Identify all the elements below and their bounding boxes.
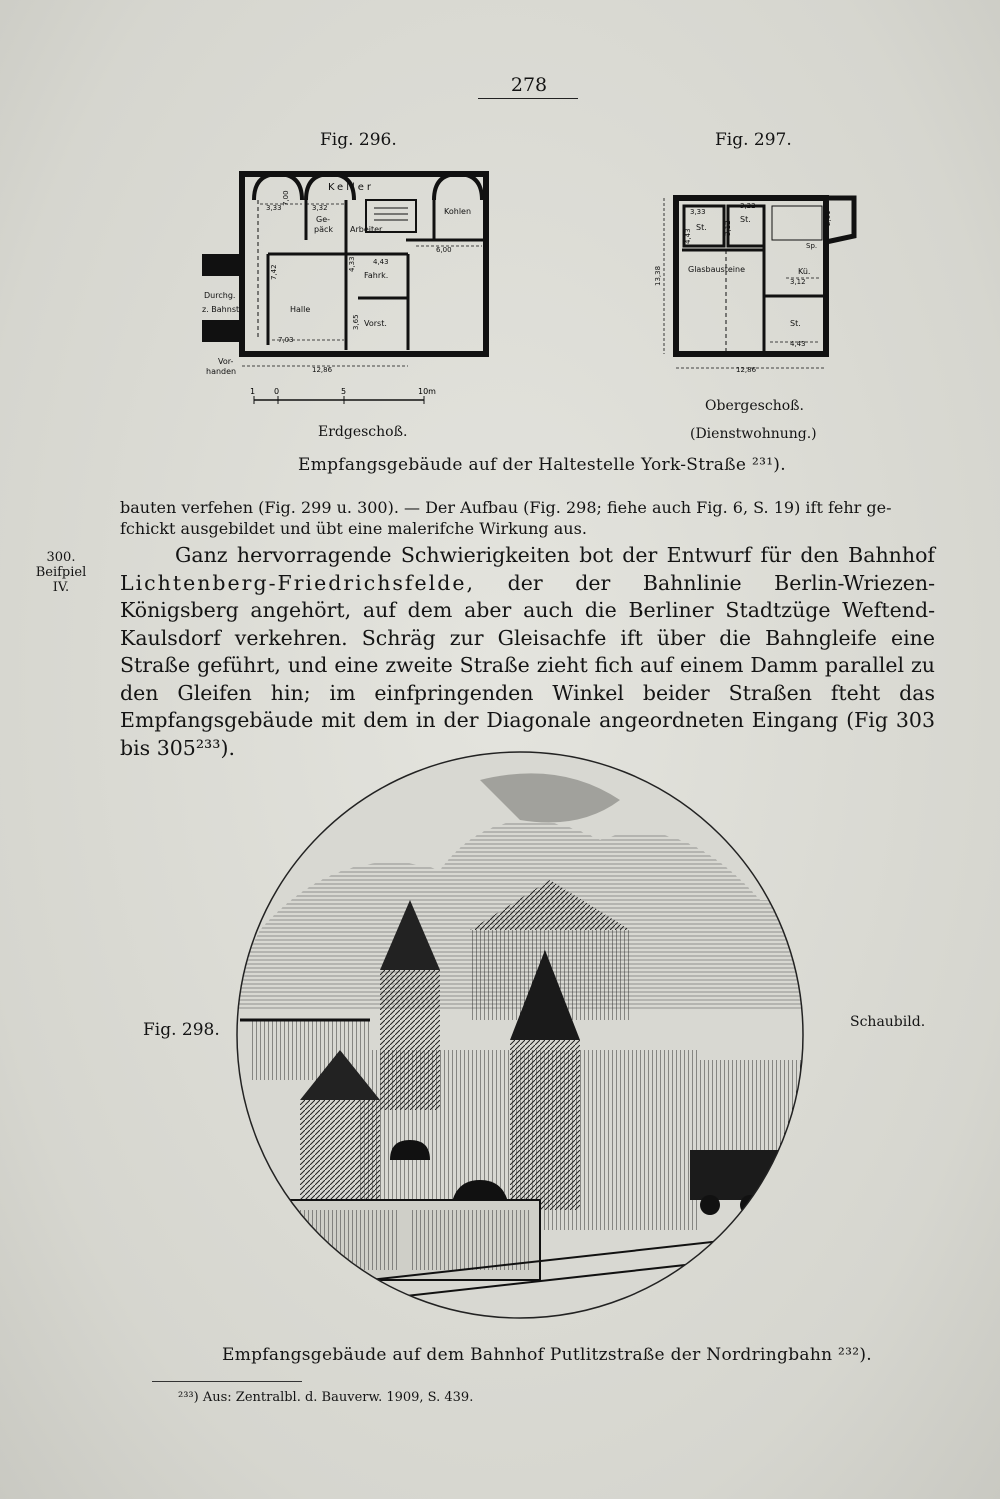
- svg-text:13,38: 13,38: [654, 265, 662, 286]
- svg-text:päck: päck: [314, 225, 334, 234]
- svg-text:10m: 10m: [418, 387, 436, 396]
- svg-text:12,86: 12,86: [312, 366, 333, 374]
- fig296-caption: Erdgeschoß.: [318, 424, 408, 440]
- svg-text:1: 1: [250, 387, 256, 396]
- svg-text:3,65: 3,65: [352, 314, 360, 330]
- paragraph-1: [120, 497, 935, 539]
- margin-note: [22, 550, 100, 595]
- svg-text:3,12: 3,12: [724, 220, 732, 236]
- svg-text:z. Bahnst.: z. Bahnst.: [202, 305, 242, 314]
- svg-text:Fahrk.: Fahrk.: [364, 271, 389, 280]
- svg-text:St.: St.: [790, 319, 801, 328]
- paragraph-1-line-1: bauten verfehen (Fig. 299 u. 300). — Der Aufbau (Fig. 298; fiehe auch Fig. 6, S. 19) ift fehr ge-: [120, 498, 892, 517]
- fig298-side-label: Schaubild.: [850, 1014, 926, 1030]
- fig297-floor-plan: [640, 186, 860, 386]
- svg-text:Ge-: Ge-: [316, 215, 331, 224]
- fig297-caption-line1: Obergeschoß.: [705, 398, 804, 414]
- svg-text:4,43: 4,43: [373, 258, 389, 266]
- svg-text:Halle: Halle: [290, 305, 311, 314]
- svg-text:Kohlen: Kohlen: [444, 207, 472, 216]
- svg-text:Vor-: Vor-: [218, 357, 234, 366]
- svg-text:4,43: 4,43: [790, 340, 806, 348]
- svg-text:Kü.: Kü.: [798, 267, 811, 276]
- page-number: 278: [510, 74, 548, 96]
- svg-text:Glasbausteine: Glasbausteine: [688, 265, 745, 274]
- svg-text:St.: St.: [740, 215, 751, 224]
- svg-text:Arbeiter: Arbeiter: [350, 225, 383, 234]
- svg-text:3,22: 3,22: [740, 202, 756, 210]
- svg-text:3,33: 3,33: [266, 204, 282, 212]
- svg-text:3,12: 3,12: [790, 278, 806, 286]
- svg-text:handen: handen: [206, 367, 237, 376]
- svg-text:0: 0: [274, 387, 280, 396]
- fig296-floor-plan: [198, 160, 498, 420]
- fig297-caption-line2: (Dienstwohnung.): [690, 426, 817, 442]
- svg-text:Sp.: Sp.: [806, 242, 818, 250]
- svg-text:7,03: 7,03: [278, 336, 294, 344]
- station-name: Lichtenberg-Friedrichsfelde,: [120, 570, 475, 595]
- fig298-station-engraving: [220, 750, 820, 1320]
- svg-text:2,61: 2,61: [824, 210, 832, 226]
- footnote: ²³³) Aus: Zentralbl. d. Bauverw. 1909, S. 439.: [178, 1390, 474, 1405]
- svg-text:7,42: 7,42: [270, 264, 278, 280]
- svg-text:Keller: Keller: [328, 182, 375, 193]
- svg-text:St.: St.: [696, 223, 707, 232]
- fig298-label: Fig. 298.: [143, 1020, 220, 1040]
- paragraph-2-start: Ganz hervorragende Schwierigkeiten bot der Entwurf für den Bahnhof: [175, 543, 935, 567]
- svg-text:12,86: 12,86: [736, 366, 757, 374]
- svg-text:Vorst.: Vorst.: [364, 319, 387, 328]
- page-number-rule: [478, 98, 578, 99]
- margin-note-number: 300.: [46, 550, 76, 565]
- svg-text:6,00: 6,00: [436, 246, 452, 254]
- svg-text:7,00: 7,00: [282, 190, 290, 206]
- paragraph-1-line-2: fchickt ausgebildet und übt eine malerifche Wirkung aus.: [120, 519, 587, 538]
- svg-text:4,33: 4,33: [348, 256, 356, 272]
- svg-text:Durchg.: Durchg.: [204, 291, 236, 300]
- paragraph-2-rest: der der Bahnlinie Berlin-Wriezen-Königsberg angehört, auf dem aber auch die Berliner Stadtzüge Weftend-Kaulsdorf verkehren. Schräg zur Gleisachfe ift über die Bahngleife eine Straße geführt, und eine zweite Straße zieht fich auf einem Damm parallel zu den Gleifen hin; im einfpringenden Winkel beider Straßen fteht das Empfangsgebäude mit dem in der Diagonale angeordneten Eingang (Fig 303 bis 305²³³).: [120, 570, 935, 760]
- margin-note-roman: IV.: [52, 580, 70, 595]
- paragraph-2: [120, 542, 935, 762]
- margin-note-label: Beifpiel: [35, 565, 87, 580]
- fig297-label: Fig. 297.: [715, 130, 792, 150]
- svg-text:3,32: 3,32: [312, 204, 328, 212]
- svg-text:3,33: 3,33: [690, 208, 706, 216]
- footnote-rule: [152, 1381, 302, 1382]
- fig296-297-caption: Empfangsgebäude auf der Haltestelle York-Straße ²³¹).: [298, 455, 786, 475]
- svg-text:5: 5: [341, 387, 347, 396]
- svg-text:4,43: 4,43: [684, 228, 692, 244]
- fig298-caption: Empfangsgebäude auf dem Bahnhof Putlitzstraße der Nordringbahn ²³²).: [222, 1345, 873, 1365]
- fig296-label: Fig. 296.: [320, 130, 397, 150]
